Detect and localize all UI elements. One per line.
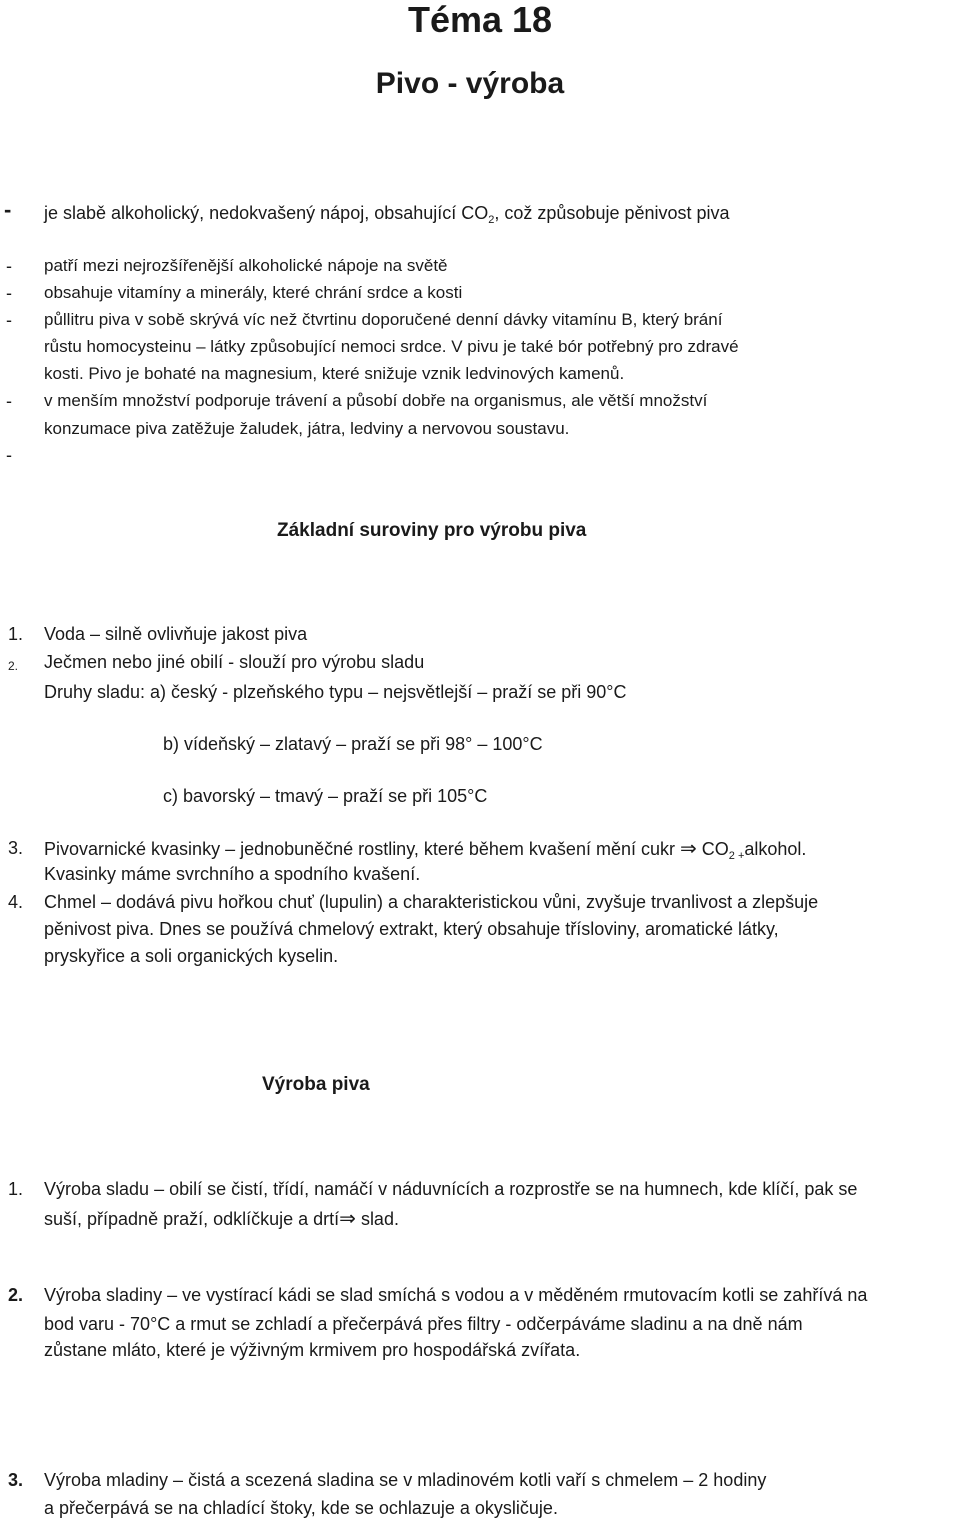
page-subtitle: Pivo - výroba bbox=[375, 67, 565, 100]
bullet-5-line-2: konzumace piva zatěžuje žaludek, játra, ledviny a nervovou soustavu. bbox=[44, 419, 570, 438]
list-number: 2. bbox=[8, 659, 19, 673]
bullet-dash: - bbox=[6, 310, 12, 330]
raw-material-hops-line-2: pěnivost piva. Dnes se používá chmelový extrakt, který obsahuje třísloviny, aromatické látky, bbox=[44, 919, 779, 939]
production-step-3-line-1: Výroba mladiny – čistá a scezená sladina se v mladinovém kotli vaří s chmelem – 2 hodiny bbox=[44, 1470, 767, 1490]
malt-type-c: c) bavorský – tmavý – praží se při 105°C bbox=[163, 786, 488, 806]
bullet-2: patří mezi nejrozšířenější alkoholické nápoje na světě bbox=[44, 256, 448, 275]
step-1-text-end: slad. bbox=[360, 1209, 399, 1229]
raw-material-barley: Ječmen nebo jiné obilí - slouží pro výrobu sladu bbox=[44, 652, 425, 672]
bullet-1-text: je slabě alkoholický, nedokvašený nápoj, obsahující CO bbox=[44, 203, 489, 223]
malt-type-b: b) vídeňský – zlatavý – praží se při 98° – 100°C bbox=[163, 734, 543, 754]
production-step-3-line-2: a přečerpává se na chladící štoky, kde se ochlazuje a okysličuje. bbox=[44, 1498, 558, 1518]
list-number: 1. bbox=[8, 624, 24, 644]
raw-material-hops-line-1: Chmel – dodává pivu hořkou chuť (lupulin) a charakteristickou vůni, zvyšuje trvanlivost a zlepšuje bbox=[44, 892, 819, 912]
raw-material-hops-line-3: pryskyřice a soli organických kyselin. bbox=[44, 946, 339, 966]
production-step-2-line-3: zůstane mláto, které je výživným krmivem pro hospodářská zvířata. bbox=[44, 1340, 581, 1360]
production-step-1-line-1: Výroba sladu – obilí se čistí, třídí, namáčí v náduvnících a rozprostře se na humnech, kde klíčí, pak se bbox=[44, 1179, 858, 1199]
malt-type-a: Druhy sladu: a) český - plzeňského typu – nejsvětlejší – praží se při 90°C bbox=[44, 682, 627, 702]
section-heading-production: Výroba piva bbox=[262, 1074, 370, 1095]
raw-material-water: Voda – silně ovlivňuje jakost piva bbox=[44, 624, 308, 644]
bullet-dash: - bbox=[6, 445, 12, 465]
yeast-text-end: alkohol. bbox=[744, 839, 807, 859]
list-number: 3. bbox=[8, 1470, 24, 1490]
bullet-4-line-3: kosti. Pivo je bohaté na magnesium, které snižuje vznik ledvinových kamenů. bbox=[44, 364, 625, 383]
list-number: 3. bbox=[8, 838, 24, 858]
bullet-dash: - bbox=[4, 197, 12, 222]
co2-subscript: 2 + bbox=[728, 850, 745, 862]
list-number: 2. bbox=[8, 1285, 24, 1305]
co2-subscript: 2 bbox=[488, 214, 495, 226]
page-title: Téma 18 bbox=[407, 0, 553, 40]
bullet-dash: - bbox=[6, 256, 12, 276]
list-number: 4. bbox=[8, 892, 24, 912]
implies-arrow-icon: ⇒ bbox=[680, 836, 697, 860]
yeast-line-2: Kvasinky máme svrchního a spodního kvašení. bbox=[44, 864, 421, 884]
list-number: 1. bbox=[8, 1179, 24, 1199]
section-heading-raw-materials: Základní suroviny pro výrobu piva bbox=[277, 520, 587, 541]
production-step-2-line-2: bod varu - 70°C a rmut se zchladí a přečerpává přes filtry - odčerpáváme sladinu a na dně nám bbox=[44, 1314, 803, 1334]
production-step-2-line-1: Výroba sladiny – ve vystírací kádi se slad smíchá s vodou a v měděném rmutovacím kotli se zahřívá na bbox=[44, 1285, 868, 1305]
yeast-text: Pivovarnické kvasinky – jednobuněčné rostliny, které během kvašení mění cukr bbox=[44, 839, 675, 859]
co2-text: CO bbox=[701, 839, 729, 859]
bullet-3: obsahuje vitamíny a minerály, které chrání srdce a kosti bbox=[44, 283, 463, 302]
bullet-4-line-2: růstu homocysteinu – látky způsobující nemoci srdce. V pivu je také bór potřebný pro zdravé bbox=[44, 337, 739, 356]
bullet-dash: - bbox=[6, 283, 12, 303]
production-step-1-line-2 bbox=[44, 1206, 399, 1231]
bullet-1-text-end: , což způsobuje pěnivost piva bbox=[494, 203, 730, 223]
bullet-1 bbox=[44, 201, 730, 228]
step-1-text: suší, případně praží, odklíčkuje a drtí bbox=[44, 1209, 340, 1229]
raw-material-yeast bbox=[44, 836, 806, 864]
implies-arrow-icon: ⇒ bbox=[339, 1206, 356, 1230]
bullet-4-line-1: půllitru piva v sobě skrývá víc než čtvrtinu doporučené denní dávky vitamínu B, který brání bbox=[44, 310, 723, 329]
bullet-5-line-1: v menším množství podporuje trávení a působí dobře na organismus, ale větší množství bbox=[44, 391, 708, 410]
bullet-dash: - bbox=[6, 391, 12, 411]
